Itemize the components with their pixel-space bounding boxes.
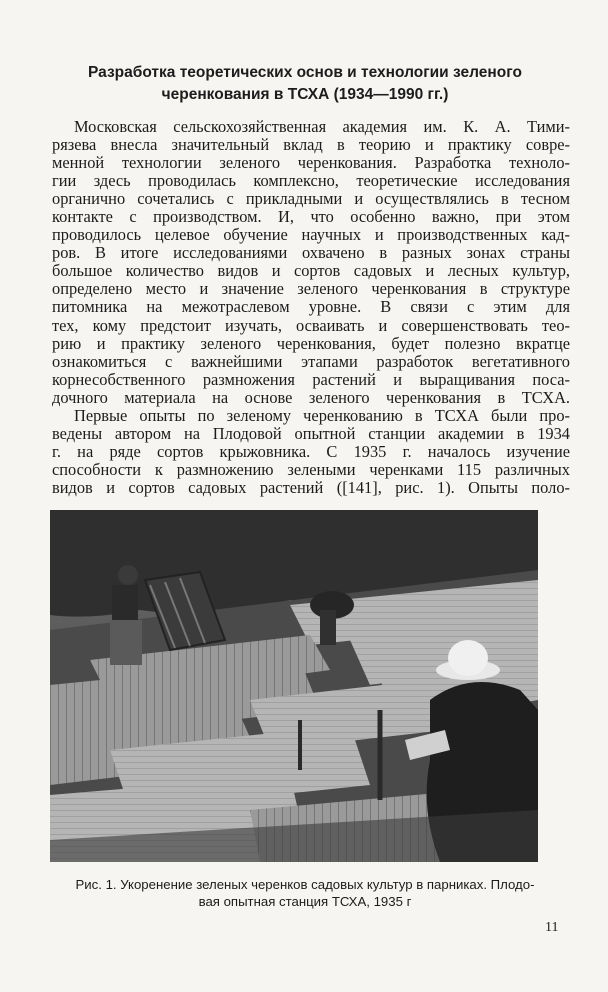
body-line: органично сочетались с прикладными и осуществлялись в тесном <box>52 189 570 209</box>
body-line: проводилось целевое обучение научных и производственных кад- <box>52 225 570 245</box>
body-line: Первые опыты по зеленому черенкованию в ТСХА были про- <box>74 405 570 425</box>
section-title <box>40 62 570 106</box>
body-line: видов и сортов садовых растений ([141], рис. 1). Опыты поло- <box>52 477 570 497</box>
figure-photo <box>50 510 538 862</box>
page-number: 11 <box>545 920 559 935</box>
figure-caption <box>40 876 570 910</box>
body-line: ров. В итоге исследованиями охвачено в разных зонах страны <box>52 243 570 263</box>
body-line: Московская сельскохозяйственная академия им. К. А. Тими- <box>74 117 570 136</box>
body-line: менной технологии зеленого черенкования. Разработка техноло- <box>52 153 570 173</box>
body-line: контакте с производством. И, что особенно важно, при этом <box>52 207 570 227</box>
body-line: гии здесь проводилась комплексно, теоретические исследования <box>52 171 570 191</box>
body-line: рязева внесла значительный вклад в теорию и практику совре- <box>52 135 570 155</box>
body-line: способности к размножению зелеными черенками 115 различных <box>52 459 570 479</box>
figure-caption-line-2: вая опытная станция ТСХА, 1935 г <box>198 894 412 909</box>
body-line: корнесобственного размножения растений и выращивания поса- <box>52 369 570 389</box>
body-line: определено место и значение зеленого черенкования в структуре <box>52 279 570 299</box>
photo-greenhouse-frames <box>50 510 538 862</box>
body-line: большое количество видов и сортов садовых и лесных культур, <box>52 261 570 281</box>
body-line: рию и практику зеленого черенкования, будет полезно вкратце <box>52 333 570 353</box>
section-title-line-2: черенкования в ТСХА (1934—1990 гг.) <box>161 86 449 103</box>
body-line: г. на ряде сортов крыжовника. С 1935 г. началось изучение <box>52 441 570 461</box>
body-line: тех, кому предстоит изучать, осваивать и совершенствовать тео- <box>52 315 570 335</box>
section-title-line-1: Разработка теоретических основ и технологии зеленого <box>88 64 522 81</box>
body-line: ведены автором на Плодовой опытной станции академии в 1934 <box>52 423 570 443</box>
figure-caption-line-1: Рис. 1. Укоренение зеленых черенков садовых культур в парниках. Плодо- <box>75 877 535 892</box>
body-line: питомника на межотраслевом уровне. В связи с этим для <box>52 297 570 317</box>
body-line: дочного материала на основе зеленого черенкования в ТСХА. <box>52 387 570 407</box>
body-text <box>52 118 570 497</box>
body-line: ознакомиться с важнейшими этапами разработок вегетативного <box>52 351 570 371</box>
